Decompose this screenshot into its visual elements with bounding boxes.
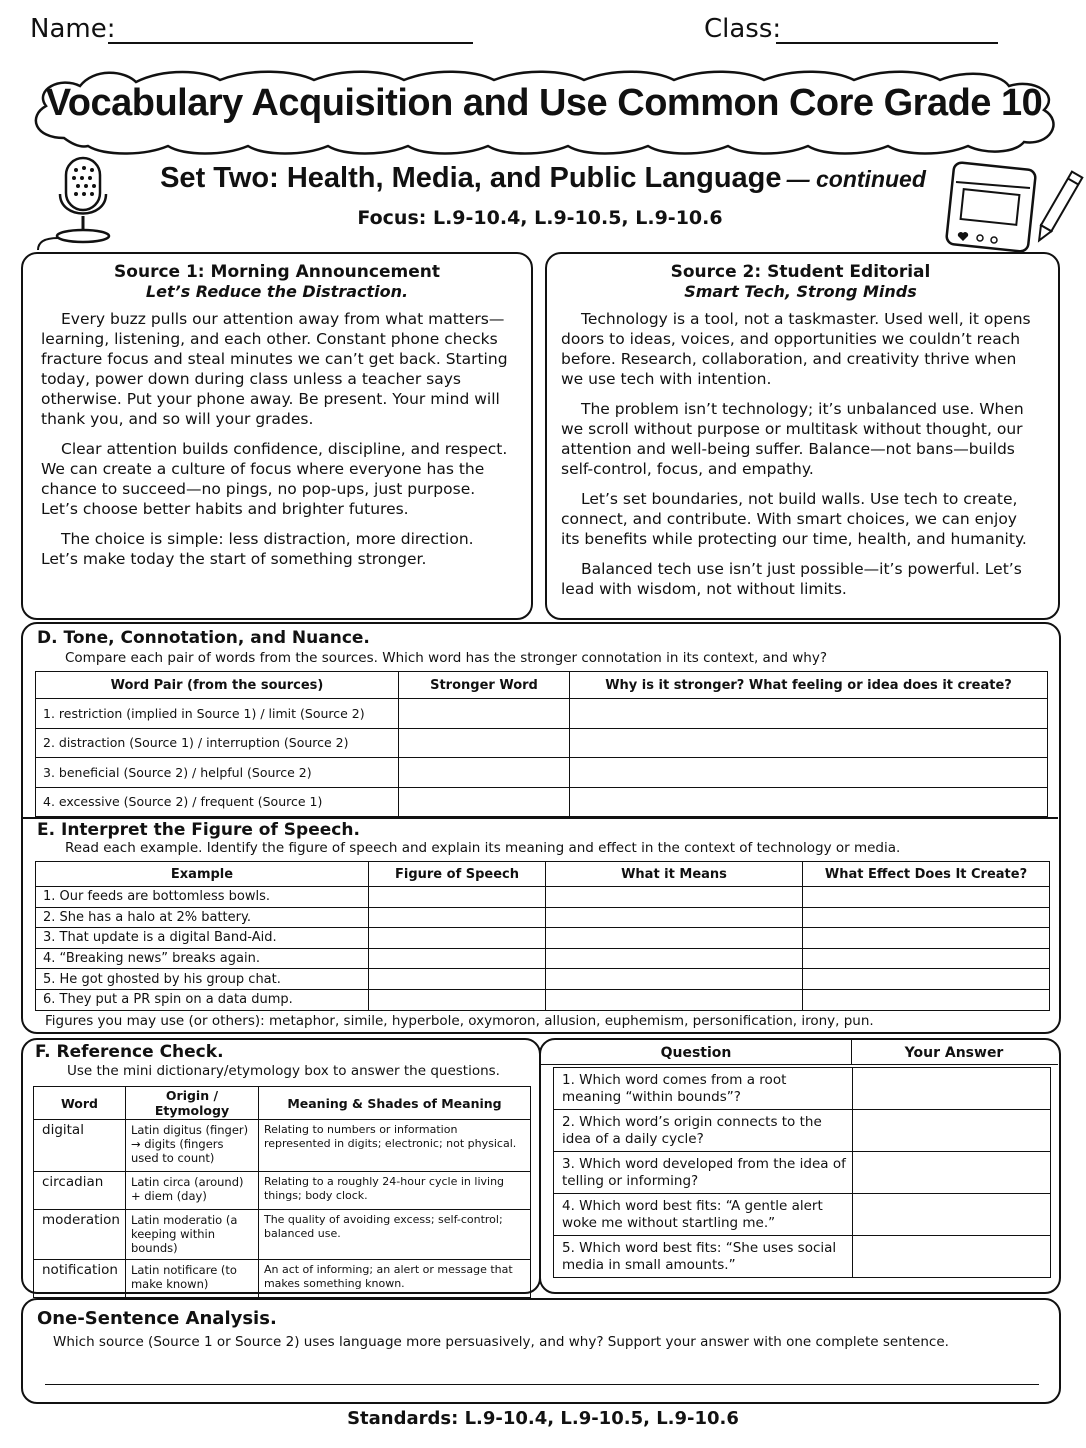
column-header: Word — [34, 1087, 126, 1120]
name-label: Name: — [30, 14, 116, 44]
source-1-paragraph: Clear attention builds confidence, discipline, and respect. We can create a culture of focus where everyone has the chance to succeed—no pings, no pop-ups, just purpose. Let’s choose better habits and brighter futures. — [41, 440, 508, 518]
stronger-word-cell[interactable] — [399, 787, 570, 817]
column-header: Example — [36, 862, 369, 887]
table-row — [36, 928, 1050, 949]
origin-cell: Latin circa (around) + diem (day) — [125, 1172, 258, 1210]
table-row — [36, 907, 1050, 928]
column-header: Origin / Etymology — [125, 1087, 258, 1120]
focus-line: Focus: L.9-10.4, L.9-10.5, L.9-10.6 — [357, 207, 723, 229]
word-pair: 4. excessive (Source 2) / frequent (Source 1) — [36, 787, 399, 817]
word-cell: moderation — [34, 1210, 126, 1260]
source-1-paragraph: Every buzz pulls our attention away from what matters—learning, listening, and each other. Constant phone checks fracture focus and steal minutes we can’t get back. Starting today, power down during class unless a teacher says otherwise. Put your phone away. Be present. Your mind will thank you, and so will your grades. — [41, 310, 508, 428]
question-cell: 5. Which word best fits: “She uses social media in small amounts.” — [554, 1236, 853, 1278]
section-f-title: F. Reference Check. — [35, 1042, 224, 1062]
source-2-subheading: Smart Tech, Strong Minds — [684, 282, 917, 301]
etymology-table — [33, 1086, 531, 1298]
table-row — [34, 1120, 531, 1172]
class-label: Class: — [704, 14, 782, 44]
example-cell: 5. He got ghosted by his group chat. — [36, 969, 369, 990]
subtitle — [0, 162, 1086, 195]
section-divider — [23, 817, 1058, 819]
section-e-instructions: Read each example. Identify the figure of speech and explain its meaning and effect in the context of technology or media. — [65, 840, 901, 856]
why-cell[interactable] — [570, 728, 1048, 758]
answer-cell[interactable] — [853, 1194, 1051, 1236]
effect-cell[interactable] — [803, 887, 1050, 908]
table-row — [34, 1260, 531, 1298]
meaning-cell: Relating to a roughly 24-hour cycle in living things; body clock. — [258, 1172, 530, 1210]
figure-cell[interactable] — [369, 989, 546, 1010]
answer-cell[interactable] — [853, 1152, 1051, 1194]
source-2-paragraph: Let’s set boundaries, not build walls. Use tech to create, connect, and contribute. With smart choices, we can enjoy its benefits while protecting our time, health, and humanity. — [561, 490, 1027, 548]
analysis-prompt: Which source (Source 1 or Source 2) uses language more persuasively, and why? Support your answer with one complete sentence. — [53, 1334, 949, 1350]
word-pair: 3. beneficial (Source 2) / helpful (Source 2) — [36, 758, 399, 788]
answer-line[interactable] — [45, 1384, 1039, 1385]
meaning-cell[interactable] — [546, 969, 803, 990]
effect-cell[interactable] — [803, 989, 1050, 1010]
table-row — [36, 887, 1050, 908]
word-cell: digital — [34, 1120, 126, 1172]
figures-list: Figures you may use (or others): metaphor, simile, hyperbole, oxymoron, allusion, euphemism, personification, irony, pun. — [45, 1013, 874, 1029]
header-divider — [851, 1040, 852, 1064]
meaning-cell: Relating to numbers or information represented in digits; electronic; not physical. — [258, 1120, 530, 1172]
origin-cell: Latin digitus (finger) → digits (fingers used to count) — [125, 1120, 258, 1172]
table-row — [34, 1210, 531, 1260]
effect-cell[interactable] — [803, 907, 1050, 928]
word-pair: 2. distraction (Source 1) / interruption (Source 2) — [36, 728, 399, 758]
example-cell: 2. She has a halo at 2% battery. — [36, 907, 369, 928]
meaning-cell[interactable] — [546, 989, 803, 1010]
figure-cell[interactable] — [369, 928, 546, 949]
section-e-title: E. Interpret the Figure of Speech. — [37, 820, 360, 840]
answer-header: Your Answer — [904, 1045, 1004, 1061]
questions-box — [539, 1038, 1061, 1294]
source-1-paragraph: The choice is simple: less distraction, more direction. Let’s make today the start of something stronger. — [41, 530, 474, 568]
source-1-heading: Source 1: Morning Announcement — [114, 262, 440, 282]
analysis-title: One-Sentence Analysis. — [37, 1308, 277, 1329]
stronger-word-cell[interactable] — [399, 699, 570, 729]
answer-cell[interactable] — [853, 1110, 1051, 1152]
name-field[interactable] — [108, 40, 473, 44]
table-row — [554, 1152, 1051, 1194]
page-title: Vocabulary Acquisition and Use Common Core Grade 10 — [45, 82, 1043, 124]
meaning-cell[interactable] — [546, 948, 803, 969]
figure-cell[interactable] — [369, 948, 546, 969]
column-header: Figure of Speech — [369, 862, 546, 887]
section-d-e-box — [21, 622, 1061, 1034]
table-row — [554, 1068, 1051, 1110]
standards-footer: Standards: L.9-10.4, L.9-10.5, L.9-10.6 — [347, 1408, 739, 1429]
stronger-word-cell[interactable] — [399, 758, 570, 788]
subtitle-suffix: — continued — [786, 166, 926, 192]
question-header: Question — [660, 1045, 732, 1061]
effect-cell[interactable] — [803, 928, 1050, 949]
source-2-heading: Source 2: Student Editorial — [670, 262, 931, 282]
figure-cell[interactable] — [369, 907, 546, 928]
subtitle-text: Set Two: Health, Media, and Public Language — [160, 162, 782, 194]
effect-cell[interactable] — [803, 948, 1050, 969]
why-cell[interactable] — [570, 699, 1048, 729]
table-row — [554, 1110, 1051, 1152]
word-pair: 1. restriction (implied in Source 1) / limit (Source 2) — [36, 699, 399, 729]
question-cell: 3. Which word developed from the idea of telling or informing? — [554, 1152, 853, 1194]
figure-of-speech-table — [35, 861, 1050, 1011]
figure-cell[interactable] — [369, 887, 546, 908]
table-row — [554, 1236, 1051, 1278]
example-cell: 4. “Breaking news” breaks again. — [36, 948, 369, 969]
header-underline — [541, 1064, 1058, 1065]
column-header: What Effect Does It Create? — [803, 862, 1050, 887]
section-d-instructions: Compare each pair of words from the sources. Which word has the stronger connotation in its context, and why? — [65, 650, 827, 666]
table-row — [36, 969, 1050, 990]
why-cell[interactable] — [570, 758, 1048, 788]
column-header: Why is it stronger? What feeling or idea does it create? — [570, 672, 1048, 699]
tablet-icon — [944, 156, 1040, 252]
table-row — [34, 1172, 531, 1210]
questions-table — [553, 1067, 1051, 1278]
meaning-cell[interactable] — [546, 928, 803, 949]
analysis-box — [21, 1298, 1061, 1404]
column-header: Word Pair (from the sources) — [36, 672, 399, 699]
question-cell: 4. Which word best fits: “A gentle alert woke me without startling me.” — [554, 1194, 853, 1236]
word-cell: circadian — [34, 1172, 126, 1210]
source-2-paragraph: The problem isn’t technology; it’s unbalanced use. When we scroll without purpose or multitask without thought, our attention and well-being suffer. Balance—not bans—builds self-control, focus, and empathy. — [561, 400, 1024, 478]
section-f-box — [21, 1038, 541, 1294]
question-cell: 2. Which word’s origin connects to the idea of a daily cycle? — [554, 1110, 853, 1152]
example-cell: 3. That update is a digital Band-Aid. — [36, 928, 369, 949]
table-row — [36, 699, 1048, 729]
source-2-paragraph: Balanced tech use isn’t just possible—it’s powerful. Let’s lead with wisdom, not without limits. — [561, 560, 1022, 598]
connotation-table — [35, 671, 1048, 817]
answer-cell[interactable] — [853, 1068, 1051, 1110]
source-1-box — [21, 252, 533, 620]
example-cell: 1. Our feeds are bottomless bowls. — [36, 887, 369, 908]
column-header: What it Means — [546, 862, 803, 887]
table-row — [36, 758, 1048, 788]
table-row — [36, 728, 1048, 758]
pencil-icon — [1034, 166, 1084, 250]
column-header: Meaning & Shades of Meaning — [258, 1087, 530, 1120]
origin-cell: Latin moderatio (a keeping within bounds) — [125, 1210, 258, 1260]
meaning-cell[interactable] — [546, 907, 803, 928]
meaning-cell: An act of informing; an alert or message that makes something known. — [258, 1260, 530, 1298]
source-2-paragraph: Technology is a tool, not a taskmaster. Used well, it opens doors to ideas, voices, and opportunities we couldn’t reach before. Research, collaboration, and creativity thrive when we use tech with intention. — [561, 310, 1031, 388]
stronger-word-cell[interactable] — [399, 728, 570, 758]
answer-cell[interactable] — [853, 1236, 1051, 1278]
section-f-instructions: Use the mini dictionary/etymology box to answer the questions. — [67, 1063, 500, 1079]
table-row — [36, 948, 1050, 969]
word-cell: notification — [34, 1260, 126, 1298]
table-row — [36, 787, 1048, 817]
origin-cell: Latin notificare (to make known) — [125, 1260, 258, 1298]
table-row — [36, 989, 1050, 1010]
why-cell[interactable] — [570, 787, 1048, 817]
example-cell: 6. They put a PR spin on a data dump. — [36, 989, 369, 1010]
effect-cell[interactable] — [803, 969, 1050, 990]
source-1-subheading: Let’s Reduce the Distraction. — [145, 282, 409, 301]
source-2-box — [545, 252, 1060, 620]
column-header: Stronger Word — [399, 672, 570, 699]
meaning-cell: The quality of avoiding excess; self-control; balanced use. — [258, 1210, 530, 1260]
figure-cell[interactable] — [369, 969, 546, 990]
question-cell: 1. Which word comes from a root meaning “within bounds”? — [554, 1068, 853, 1110]
table-row — [554, 1194, 1051, 1236]
meaning-cell[interactable] — [546, 887, 803, 908]
class-field[interactable] — [776, 40, 998, 44]
section-d-title: D. Tone, Connotation, and Nuance. — [37, 628, 370, 648]
